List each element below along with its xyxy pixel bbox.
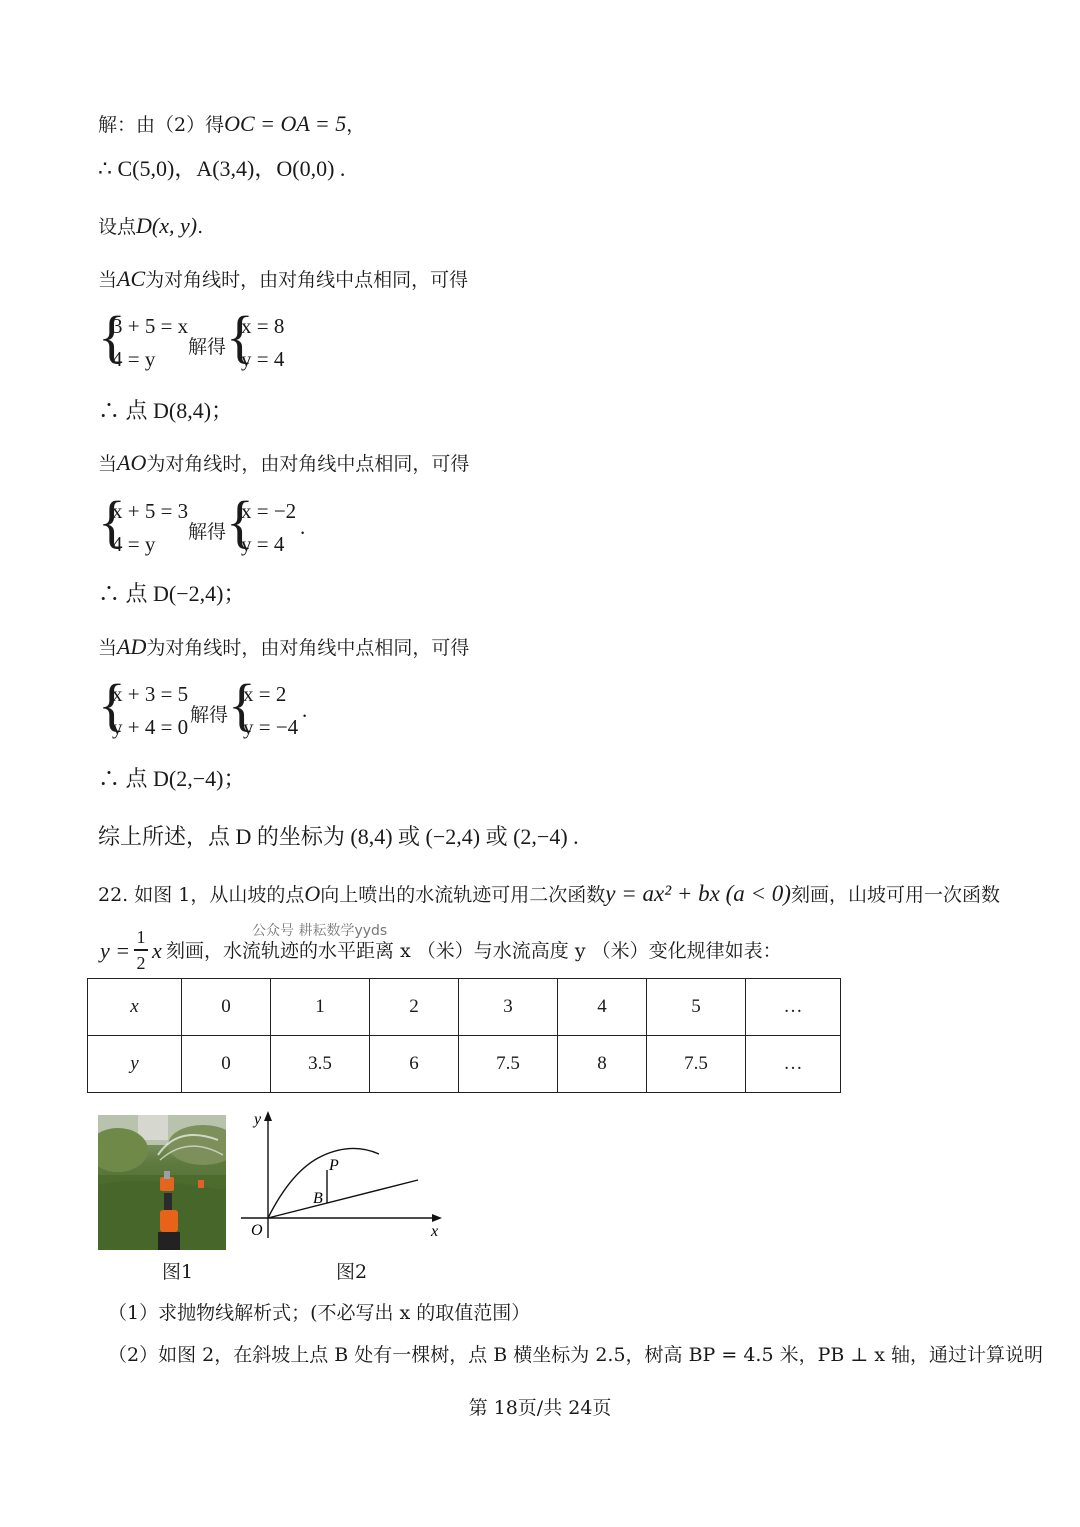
punctuation: .: [197, 216, 204, 238]
table-header-x: x: [88, 979, 182, 1036]
solution-line-2: ∴ C(5,0)，A(3,4)，O(0,0) .: [98, 156, 346, 181]
punctuation: ，: [346, 114, 366, 136]
case1-result: ∴ 点 D(8,4)；: [98, 398, 234, 423]
quadratic-function: y = ax² + bx (a < 0): [605, 881, 791, 906]
left-brace-icon: {: [98, 672, 126, 737]
solution-equation: y = 4: [241, 532, 285, 556]
solution-equation: y = −4: [243, 715, 299, 739]
origin-label: O: [251, 1222, 263, 1239]
table-row: [88, 979, 841, 1036]
summary: 综上所述，点 D 的坐标为 (8,4) 或 (−2,4) 或 (2,−4) .: [98, 824, 579, 849]
point-label: O: [304, 881, 321, 906]
fraction-denominator: 2: [136, 953, 146, 973]
table-cell: 7.5: [647, 1036, 746, 1093]
diagonal-label: AC: [117, 266, 146, 291]
table-row: [88, 1036, 841, 1093]
case2-intro: [98, 452, 469, 474]
solve-label: 解得: [188, 336, 227, 358]
solution-line-3: [98, 215, 203, 237]
x-axis-label: x: [431, 1223, 439, 1240]
math-expression: D(x, y): [136, 213, 198, 238]
watermark: 公众号 耕耘数学yyds: [252, 923, 388, 939]
solution-text: 解：由（2）得: [98, 114, 225, 136]
left-brace-icon: {: [226, 304, 254, 369]
variable-x: x: [152, 938, 162, 963]
table-cell: 0: [182, 979, 271, 1036]
punctuation: .: [300, 515, 306, 539]
solution-text: 当: [98, 269, 118, 291]
diagonal-label: AO: [117, 450, 147, 475]
equation: x + 3 = 5: [112, 682, 189, 706]
table-cell: 3.5: [271, 1036, 370, 1093]
solution-equation: x = −2: [241, 499, 297, 523]
question-2: （2）如图 2，在斜坡上点 B 处有一棵树，点 B 横坐标为 2.5，树高 BP = 4.5 米，PB ⊥ x 轴，通过计算说明: [108, 1344, 1044, 1366]
fraction-bar: [134, 949, 148, 951]
table-cell: 4: [558, 979, 647, 1036]
equation: 3 + 5 = x: [112, 314, 189, 338]
solve-label: 解得: [190, 704, 229, 726]
table-cell: 8: [558, 1036, 647, 1093]
math-expression: OC = OA = 5: [224, 111, 347, 136]
solution-text: 当: [98, 637, 118, 659]
problem-text: 刻画，山坡可用一次函数: [790, 884, 1000, 906]
x-axis-arrow-icon: [432, 1214, 442, 1222]
left-brace-icon: {: [98, 304, 126, 369]
sprinkler-photo: [98, 1115, 226, 1250]
table-cell: 2: [370, 979, 459, 1036]
case3-result: ∴ 点 D(2,−4)；: [98, 766, 246, 791]
question-1: （1）求抛物线解析式；(不必写出 x 的取值范围）: [108, 1302, 531, 1324]
point-p-label: P: [329, 1157, 339, 1174]
equation: y + 4 = 0: [112, 715, 189, 739]
diagonal-label: AD: [117, 634, 147, 659]
table-cell: 5: [647, 979, 746, 1036]
y-axis-arrow-icon: [264, 1111, 272, 1121]
table-cell: …: [746, 979, 841, 1036]
figure1-caption: 图1: [162, 1261, 194, 1283]
left-brace-icon: {: [228, 672, 256, 737]
y-axis-label: y: [254, 1111, 262, 1128]
table-cell: …: [746, 1036, 841, 1093]
equation: 4 = y: [112, 347, 156, 371]
table-cell: 1: [271, 979, 370, 1036]
table-header-y: y: [88, 1036, 182, 1093]
case2-result: ∴ 点 D(−2,4)；: [98, 581, 246, 606]
equation: x + 5 = 3: [112, 499, 189, 523]
solution-equation: x = 2: [243, 682, 287, 706]
table-cell: 0: [182, 1036, 271, 1093]
solution-text: 为对角线时，由对角线中点相同，可得: [146, 637, 470, 659]
solution-line-1: [98, 113, 365, 135]
point-b-label: B: [313, 1190, 323, 1207]
solution-text: 为对角线时，由对角线中点相同，可得: [146, 453, 470, 475]
page-footer: 第 18页/共 24页: [468, 1397, 612, 1419]
solution-equation: x = 8: [241, 314, 285, 338]
parabola-curve: [268, 1148, 379, 1218]
left-brace-icon: {: [98, 489, 126, 554]
figure2-caption: 图2: [336, 1261, 368, 1283]
case3-system: [98, 672, 428, 750]
figure2-diagram: [237, 1108, 447, 1243]
problem22-line1: [98, 882, 1000, 905]
case3-intro: [98, 636, 469, 658]
punctuation: .: [302, 698, 308, 722]
fraction-numerator: 1: [136, 927, 146, 947]
solution-text: 为对角线时，由对角线中点相同，可得: [145, 269, 469, 291]
problem-text: 22. 如图 1，从山坡的点: [98, 884, 305, 906]
solution-equation: y = 4: [241, 347, 285, 371]
left-brace-icon: {: [226, 489, 254, 554]
data-table: [87, 978, 841, 1093]
table-cell: 7.5: [459, 1036, 558, 1093]
case2-system: [98, 489, 418, 567]
solution-text: 设点: [98, 216, 137, 238]
function-lhs: y =: [100, 938, 131, 963]
solution-text: 当: [98, 453, 118, 475]
case1-intro: [98, 268, 468, 290]
equation: 4 = y: [112, 532, 156, 556]
solve-label: 解得: [188, 521, 227, 543]
table-cell: 6: [370, 1036, 459, 1093]
table-cell: 3: [459, 979, 558, 1036]
problem-text: 刻画，水流轨迹的水平距离 x （米）与水流高度 y （米）变化规律如表：: [166, 940, 782, 962]
case1-system: [98, 304, 398, 382]
slope-line: [268, 1180, 418, 1218]
problem-text: 向上喷出的水流轨迹可用二次函数: [320, 884, 606, 906]
